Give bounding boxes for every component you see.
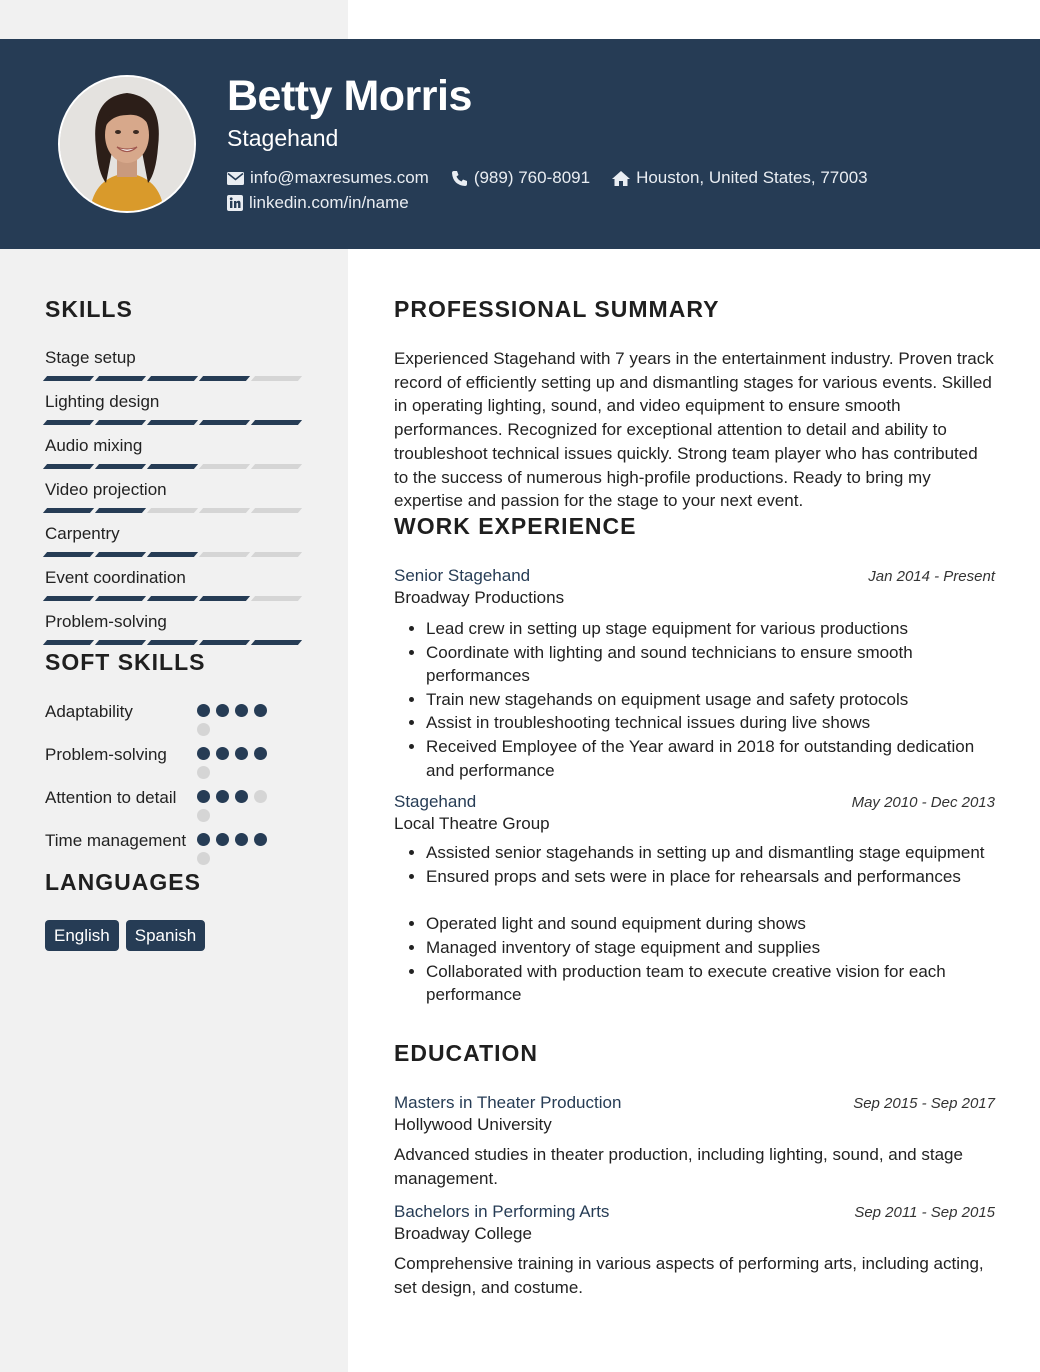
skill-item bbox=[45, 479, 305, 513]
skill-level-segment bbox=[43, 508, 94, 513]
skill-name: Lighting design bbox=[45, 392, 160, 411]
skill-level-segment bbox=[251, 420, 302, 425]
soft-skill-rating bbox=[197, 747, 283, 779]
soft-skills-section bbox=[45, 648, 305, 676]
skill-level-segment bbox=[199, 376, 250, 381]
candidate-title: Stagehand bbox=[227, 125, 339, 151]
skill-level-segment bbox=[43, 376, 94, 381]
job-bullets bbox=[394, 617, 995, 782]
rating-dot bbox=[197, 766, 210, 779]
skill-level-segment bbox=[147, 508, 198, 513]
skill-level-segment bbox=[95, 552, 146, 557]
skill-level-segment bbox=[43, 420, 94, 425]
education-entry bbox=[394, 1202, 995, 1299]
skill-level-segment bbox=[199, 508, 250, 513]
rating-dot bbox=[197, 809, 210, 822]
profile-photo bbox=[58, 75, 196, 213]
skill-level-segment bbox=[199, 420, 250, 425]
job-bullet: • Collaborated with production team to execute creative vision for each performance bbox=[426, 960, 995, 1007]
language-tag: English bbox=[45, 920, 119, 951]
skill-level-bar bbox=[45, 376, 305, 381]
skill-level-segment bbox=[95, 420, 146, 425]
home-icon bbox=[612, 171, 630, 186]
skill-level-segment bbox=[95, 508, 146, 513]
languages-section bbox=[45, 868, 305, 951]
skill-level-segment bbox=[251, 552, 302, 557]
email-text[interactable]: info@maxresumes.com bbox=[250, 168, 429, 187]
phone-icon bbox=[451, 170, 468, 187]
rating-dot bbox=[197, 833, 210, 846]
soft-skill-item bbox=[45, 700, 305, 736]
skill-item bbox=[45, 391, 305, 425]
linkedin-icon bbox=[227, 195, 243, 211]
skills-section bbox=[45, 295, 305, 323]
skill-level-segment bbox=[43, 552, 94, 557]
job-bullet: • Received Employee of the Year award in 2018 for outstanding dedication and performance bbox=[426, 735, 995, 782]
rating-dot bbox=[197, 704, 210, 717]
job-bullet: • Lead crew in setting up stage equipment for various productions bbox=[426, 617, 995, 641]
degree-title: Bachelors in Performing Arts bbox=[394, 1202, 610, 1222]
experience-heading: WORK EXPERIENCE bbox=[394, 513, 637, 539]
skill-level-bar bbox=[45, 508, 305, 513]
skill-item bbox=[45, 347, 305, 381]
degree-title: Masters in Theater Production bbox=[394, 1093, 622, 1112]
soft-skill-item bbox=[45, 786, 305, 822]
education-section bbox=[394, 1039, 995, 1300]
rating-dot bbox=[197, 790, 210, 803]
job-bullet: • Assist in troubleshooting technical issues during live shows bbox=[426, 711, 995, 735]
rating-dot bbox=[197, 747, 210, 760]
skill-level-segment bbox=[95, 376, 146, 381]
soft-skill-name: Time management bbox=[45, 831, 187, 850]
rating-dot bbox=[254, 790, 267, 803]
school-name: Hollywood University bbox=[394, 1115, 552, 1134]
soft-skill-rating bbox=[197, 790, 283, 822]
skill-level-segment bbox=[251, 640, 302, 645]
skill-level-segment bbox=[43, 464, 94, 469]
skill-level-segment bbox=[147, 596, 198, 601]
skill-level-segment bbox=[199, 464, 250, 469]
skill-level-segment bbox=[147, 376, 198, 381]
skill-item bbox=[45, 567, 305, 601]
language-tag: Spanish bbox=[126, 920, 205, 951]
rating-dot bbox=[254, 833, 267, 846]
job-bullet: • Ensured props and sets were in place for rehearsals and performances bbox=[426, 865, 995, 889]
skill-level-segment bbox=[43, 596, 94, 601]
phone-text[interactable]: (989) 760-8091 bbox=[473, 168, 591, 187]
summary-heading: PROFESSIONAL SUMMARY bbox=[394, 296, 720, 322]
rating-dot bbox=[216, 833, 229, 846]
education-description: Comprehensive training in various aspects of performing arts, including acting, set design, and costume. bbox=[394, 1254, 984, 1298]
education-entry bbox=[394, 1093, 995, 1190]
phone-contact[interactable] bbox=[451, 167, 590, 189]
rating-dot bbox=[216, 704, 229, 717]
job-title: Senior Stagehand bbox=[394, 566, 531, 585]
skill-item bbox=[45, 611, 305, 645]
skill-level-bar bbox=[45, 640, 305, 645]
skill-item bbox=[45, 435, 305, 469]
address-contact bbox=[612, 167, 868, 189]
languages-heading: LANGUAGES bbox=[45, 869, 201, 895]
summary-section bbox=[394, 295, 995, 513]
experience-section bbox=[394, 512, 995, 1007]
job-bullet: • Operated light and sound equipment during shows bbox=[426, 912, 995, 936]
job-company: Local Theatre Group bbox=[394, 814, 550, 834]
job-bullet: • Train new stagehands on equipment usage and safety protocols bbox=[426, 688, 995, 712]
school-name: Broadway College bbox=[394, 1224, 532, 1244]
skill-level-bar bbox=[45, 420, 305, 425]
skill-level-segment bbox=[251, 508, 302, 513]
email-contact[interactable] bbox=[227, 167, 429, 189]
skill-level-bar bbox=[45, 596, 305, 601]
rating-dot bbox=[197, 723, 210, 736]
rating-dot bbox=[235, 704, 248, 717]
soft-skill-name: Attention to detail bbox=[45, 788, 177, 807]
skill-level-segment bbox=[251, 596, 302, 601]
summary-text: Experienced Stagehand with 7 years in the entertainment industry. Proven track record of efficiently setting up and dismantling stages for various events. Skilled in operating lighting, sound, and video equipment to ensure smooth performances. Recognized for exceptional attention to detail and ability to troubleshoot technical issues quickly. Strong team player who has contributed to the success of numerous high-profile productions. Ready to bring my expertise and passion for the stage to your next event. bbox=[394, 349, 994, 511]
job-bullet: • Managed inventory of stage equipment and supplies bbox=[426, 936, 995, 960]
skill-item bbox=[45, 523, 305, 557]
skill-level-segment bbox=[199, 640, 250, 645]
language-list bbox=[45, 920, 305, 951]
skill-level-segment bbox=[95, 464, 146, 469]
skills-heading: SKILLS bbox=[45, 296, 133, 322]
rating-dot bbox=[235, 747, 248, 760]
skill-name: Carpentry bbox=[45, 524, 120, 543]
soft-skill-item bbox=[45, 829, 305, 865]
skill-level-segment bbox=[199, 596, 250, 601]
soft-skill-name: Problem-solving bbox=[45, 745, 167, 764]
skill-level-segment bbox=[147, 552, 198, 557]
candidate-name: Betty Morris bbox=[227, 72, 472, 120]
job-entry bbox=[394, 792, 995, 1007]
skills-list bbox=[45, 347, 305, 655]
skill-level-segment bbox=[43, 640, 94, 645]
skill-level-segment bbox=[95, 596, 146, 601]
skill-name: Audio mixing bbox=[45, 436, 143, 455]
linkedin-text[interactable]: linkedin.com/in/name bbox=[249, 193, 409, 212]
skill-name: Stage setup bbox=[45, 348, 136, 367]
skill-level-bar bbox=[45, 464, 305, 469]
skill-level-segment bbox=[147, 464, 198, 469]
skill-name: Problem-solving bbox=[45, 612, 167, 631]
education-description: Advanced studies in theater production, including lighting, sound, and stage management. bbox=[394, 1145, 963, 1188]
soft-skill-rating bbox=[197, 833, 283, 865]
linkedin-contact[interactable] bbox=[227, 192, 409, 214]
soft-skill-item bbox=[45, 743, 305, 779]
skill-level-segment bbox=[95, 640, 146, 645]
skill-level-segment bbox=[147, 640, 198, 645]
rating-dot bbox=[216, 747, 229, 760]
skill-level-segment bbox=[251, 464, 302, 469]
education-heading: EDUCATION bbox=[394, 1040, 539, 1066]
education-dates: Sep 2015 - Sep 2017 bbox=[853, 1095, 995, 1112]
job-dates: May 2010 - Dec 2013 bbox=[851, 794, 995, 812]
job-company: Broadway Productions bbox=[394, 588, 565, 607]
job-dates: Jan 2014 - Present bbox=[868, 568, 995, 585]
resume-header bbox=[0, 39, 1040, 249]
rating-dot bbox=[254, 747, 267, 760]
soft-skills-list bbox=[45, 700, 305, 872]
job-entry bbox=[394, 566, 995, 782]
envelope-icon bbox=[227, 172, 244, 185]
job-bullet: • Coordinate with lighting and sound technicians to ensure smooth performances bbox=[426, 641, 995, 688]
rating-dot bbox=[254, 704, 267, 717]
skill-level-segment bbox=[199, 552, 250, 557]
skill-level-bar bbox=[45, 552, 305, 557]
address-text: Houston, United States, 77003 bbox=[636, 168, 868, 187]
job-bullets bbox=[394, 841, 995, 1007]
soft-skill-rating bbox=[197, 704, 283, 736]
soft-skills-heading: SOFT SKILLS bbox=[45, 649, 206, 675]
soft-skill-name: Adaptability bbox=[45, 702, 133, 721]
skill-name: Video projection bbox=[45, 480, 167, 499]
rating-dot bbox=[216, 790, 229, 803]
job-bullet: • Assisted senior stagehands in setting up and dismantling stage equipment bbox=[426, 841, 995, 865]
rating-dot bbox=[235, 833, 248, 846]
rating-dot bbox=[197, 852, 210, 865]
job-title: Stagehand bbox=[394, 792, 477, 812]
education-dates: Sep 2011 - Sep 2015 bbox=[854, 1204, 995, 1222]
skill-name: Event coordination bbox=[45, 568, 186, 587]
rating-dot bbox=[235, 790, 248, 803]
skill-level-segment bbox=[251, 376, 302, 381]
skill-level-segment bbox=[147, 420, 198, 425]
